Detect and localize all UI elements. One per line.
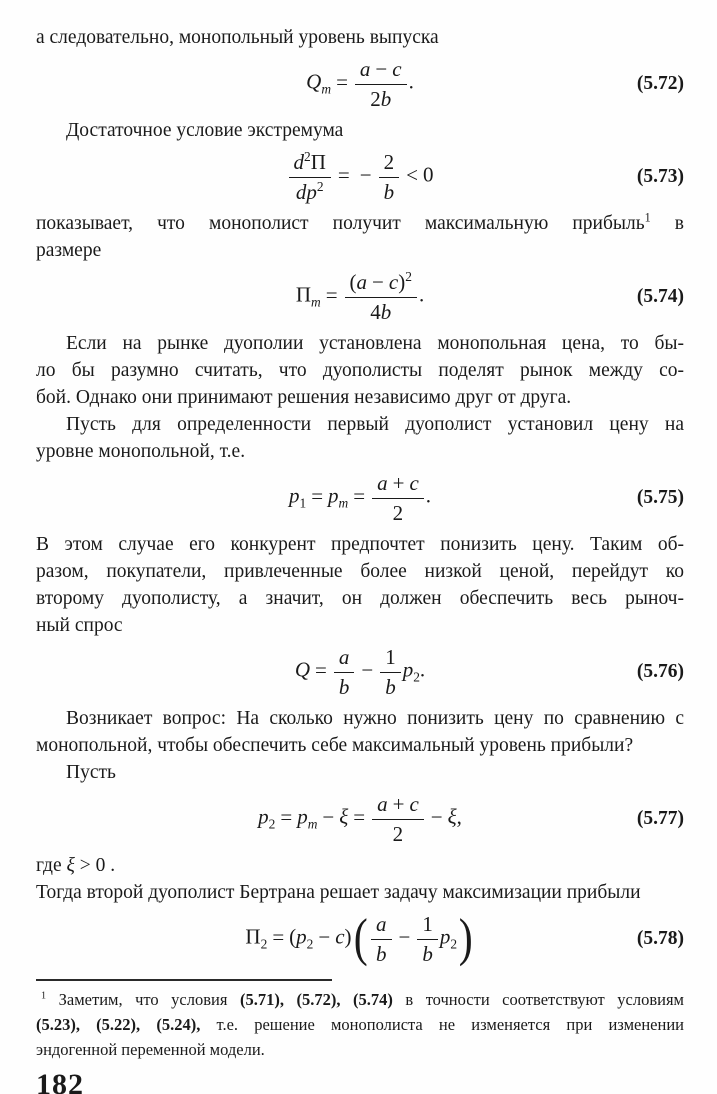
formula-market-demand: Q = $\frac{a}{b}$ − $\frac{1}{b}$ $p_2$.	[294, 645, 426, 699]
paragraph-bertrand-problem: Тогда второй дуополист Бертрана решает задачу максимизации прибыли	[36, 882, 641, 903]
equation-5-73	[36, 149, 684, 205]
equation-number: (5.73)	[636, 166, 684, 187]
paragraph-max-profit-lead: показывает, что монополист получит максимальную прибыль$^1$ в размере	[36, 210, 684, 261]
paragraph-question: Возникает вопрос: На сколько нужно понизить цену по сравнению с монопольной, чтобы обеспечить себе максимальный уровень прибыли?	[36, 708, 684, 756]
paragraph-duopoly-market: Если на рынке дуополии установлена монопольная цена, то бы- ло бы разумно считать, что дуополисты поделят рынок между со- бой. Однако они принимают решения независимо друг от друга.	[36, 333, 684, 408]
paragraph-monopoly-output-lead: а следовательно, монопольный уровень выпуска	[36, 27, 439, 48]
formula-monopoly-output: $Q_m$ = $\frac{a - c}{2b}$ .	[306, 57, 414, 111]
equation-number: (5.76)	[636, 661, 684, 682]
equation-5-77	[36, 791, 684, 847]
formula-monopoly-profit: $\Pi_m$ = $\frac{(a - c)^2}{4b}$ .	[295, 269, 425, 324]
paragraph-first-duopolist: Пусть для определенности первый дуополист установил цену на уровне монопольной, т.е.	[36, 414, 684, 462]
paragraph-competitor-lowers-price: В этом случае его конкурент предпочтет понизить цену. Таким об- разом, покупатели, привлеченные более низкой ценой, перейдут ко второму дуополисту, а значит, он должен обеспечить весь рыноч- ный спрос	[36, 534, 684, 636]
equation-5-74	[36, 269, 684, 325]
equation-number: (5.78)	[636, 928, 684, 949]
equation-number: (5.75)	[636, 487, 684, 508]
equation-5-76	[36, 644, 684, 700]
formula-price-two: $p_2 = p_m - \xi$ = $\frac{a + c}{2}$ − ξ,	[258, 792, 462, 846]
footnote-divider	[36, 979, 332, 981]
equation-5-75	[36, 470, 684, 526]
page-number: 182	[36, 1068, 84, 1094]
formula-profit-two: $\Pi_2 = (p_2 - c)$( $\frac{a}{b}$ − $\frac{1}{b}$ $p_2$)	[245, 909, 473, 968]
equation-5-72	[36, 56, 684, 112]
paragraph-sufficient-condition: Достаточное условие экстремума	[66, 120, 344, 141]
formula-price-one: $p_1 = p_m$ = $\frac{a + c}{2}$ .	[288, 471, 432, 525]
paragraph-xi-condition: где ξ > 0 .	[36, 855, 116, 876]
footnote: $^1$ Заметим, что условия (5.71), (5.72), (5.74) в точности соответствуют условиям (5.23), (5.22), (5.24), т.е. решение монополиста не изменяется при изменении эндогенной переменной модели.	[36, 990, 685, 1059]
formula-second-derivative: $\frac{d^2\Pi}{dp^2}$ = − $\frac{2}{b}$ < 0	[287, 150, 434, 203]
equation-5-78	[36, 911, 684, 967]
paragraph-let: Пусть	[66, 762, 116, 783]
equation-number: (5.72)	[636, 73, 684, 94]
equation-number: (5.77)	[636, 808, 684, 829]
equation-number: (5.74)	[636, 286, 684, 307]
